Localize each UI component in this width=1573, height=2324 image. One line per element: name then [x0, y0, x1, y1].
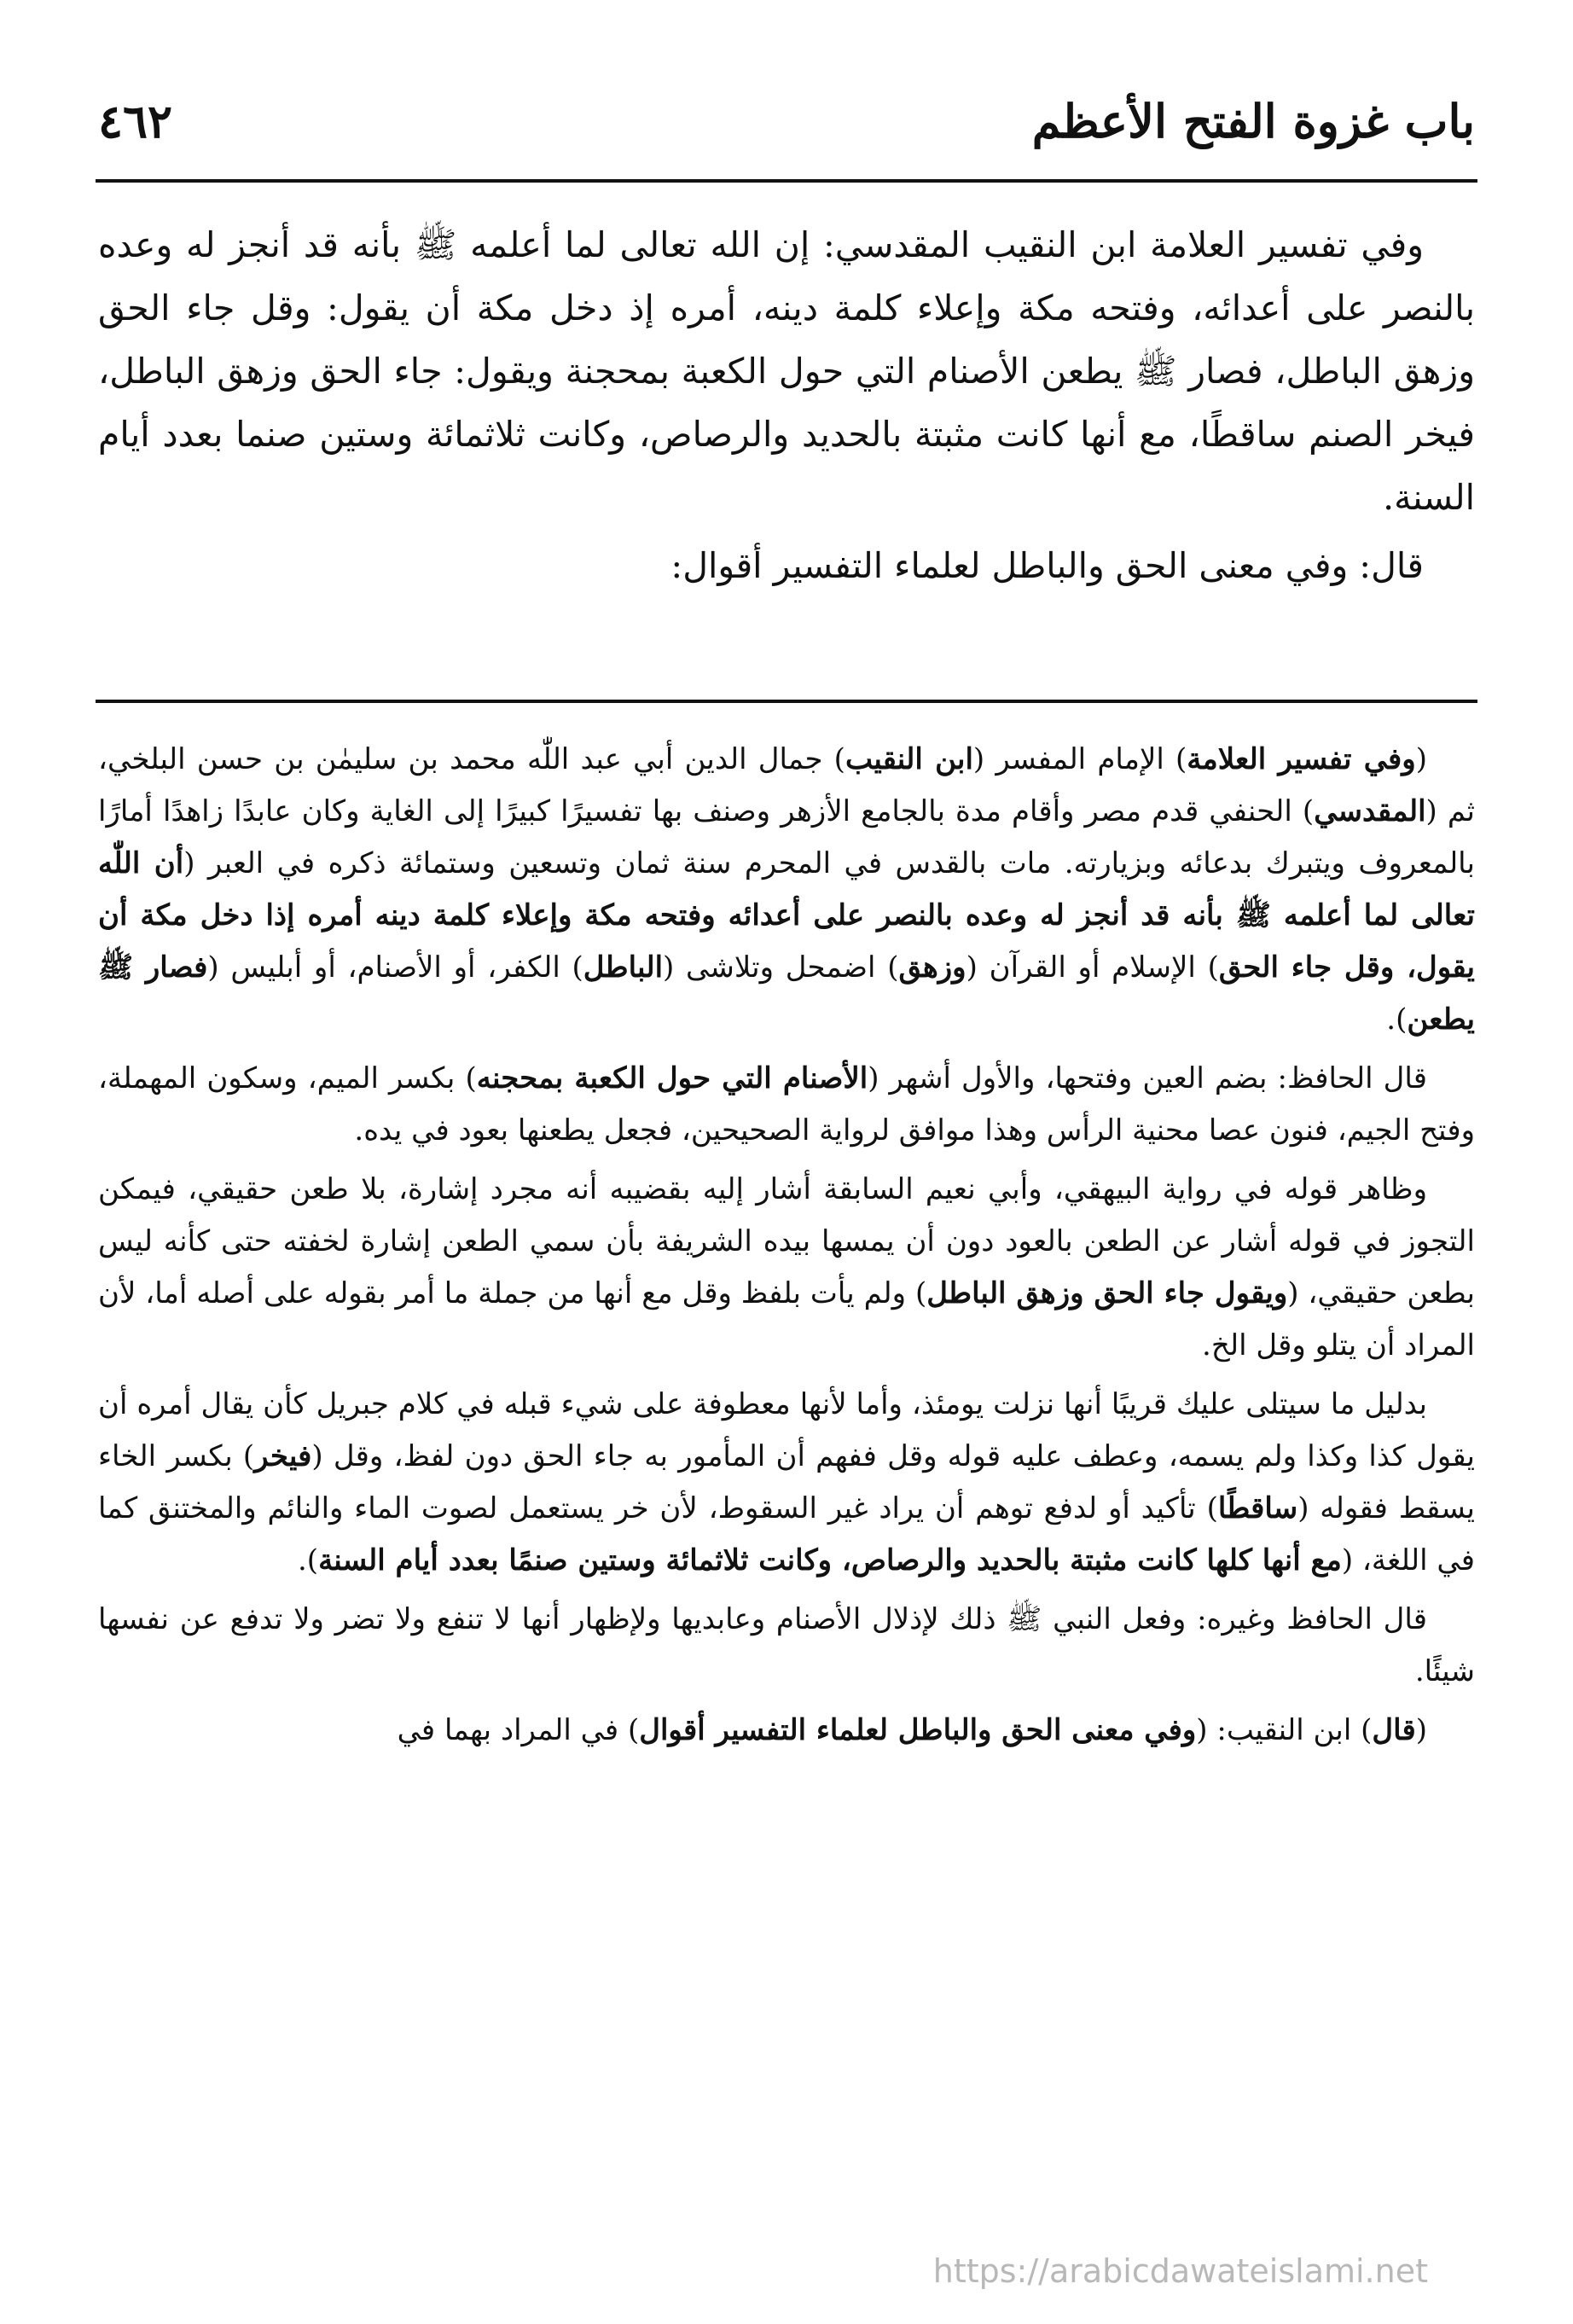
main-closing-line: قال: وفي معنى الحق والباطل لعلماء التفسير أقوال:	[670, 545, 1424, 586]
quoted-text: الأصنام التي حول الكعبة بمحجنه	[476, 1061, 868, 1095]
commentary-paragraph-2	[98, 1053, 1475, 1157]
commentary-paragraph-4	[98, 1379, 1475, 1587]
commentary-text: قال الحافظ: بضم العين وفتحها، والأول أشهر (	[868, 1061, 1427, 1095]
commentary-text: ) بكسر الخاء يسقط فقوله (	[98, 1439, 1475, 1525]
quoted-text: وزهق	[898, 950, 966, 985]
header-rule	[96, 179, 1477, 183]
quoted-text: قال	[1372, 1713, 1416, 1747]
commentary-divider	[96, 700, 1477, 703]
commentary-text: ) الإسلام أو القرآن (	[966, 950, 1219, 985]
quoted-text: ابن النقيب	[845, 742, 973, 776]
commentary-text: ).	[1386, 1002, 1408, 1037]
commentary-text: وظاهر قوله في رواية البيهقي، وأبي نعيم السابقة أشار إليه بقضيبه أنه مجرد إشارة، بلا طعن حقيقي، فيمكن التجوز في قوله أشار عن الطعن بالعود دون أن يمسها بيده الشريفة بأن سمي الطعن إشارة لخفته حتى كأنه ليس بطعن حقيقي، (	[98, 1172, 1475, 1310]
quoted-text: وفي تفسير العلامة	[1187, 742, 1416, 776]
commentary-text: ) الكفر، أو الأصنام، أو أبليس (	[207, 950, 583, 985]
quoted-text: فصار ﷺ يطعن	[98, 950, 1475, 1037]
commentary-text: ) تأكيد أو لدفع توهم أن يراد غير السقوط، لأن خر يستعمل لصوت الماء والنائم والمختنق كما في اللغة، (	[98, 1491, 1475, 1577]
commentary-paragraph-5: قال الحافظ وغيره: وفعل النبي ﷺ ذلك لإذلال الأصنام وعابديها ولإظهار أنها لا تنفع ولا تضر ولا تدفع عن نفسها شيئًا.	[98, 1602, 1475, 1688]
quoted-text: مع أنها كلها كانت مثبتة بالحديد والرصاص، وكانت ثلاثمائة وستين صنمًا بعدد أيام السنة	[318, 1543, 1342, 1577]
quoted-text: ويقول جاء الحق وزهق الباطل	[926, 1276, 1288, 1310]
main-paragraph: وفي تفسير العلامة ابن النقيب المقدسي: إن الله تعالى لما أعلمه ﷺ بأنه قد أنجز له وعده بالنصر على أعدائه، وفتحه مكة وإعلاء كلمة دينه، أمره إذ دخل مكة أن يقول: وقل جاء الحق وزهق الباطل، فصار ﷺ يطعن الأصنام التي حول الكعبة بمحجنة ويقول: جاء الحق وزهق الباطل، فيخر الصنم ساقطًا، مع أنها كانت مثبتة بالحديد والرصاص، وكانت ثلاثمائة وستين صنما بعدد أيام السنة.	[98, 224, 1475, 518]
commentary-text: (	[1415, 742, 1427, 776]
quoted-text: أن اللّٰه تعالى لما أعلمه ﷺ بأنه قد أنجز له وعده بالنصر على أعدائه وفتحه مكة وإعلاء كلمة دينه أمره إذا دخل مكة أن يقول، وقل جاء الحق	[98, 846, 1475, 985]
quoted-text: وفي معنى الحق والباطل لعلماء التفسير أقوال	[639, 1713, 1197, 1747]
commentary-text: (	[1415, 1713, 1427, 1747]
commentary-text: ) ابن النقيب: (	[1196, 1713, 1373, 1747]
commentary-paragraph-3	[98, 1164, 1475, 1372]
commentary	[98, 734, 1475, 1763]
quoted-text: ساقطًا	[1217, 1491, 1298, 1525]
quoted-text: المقدسي	[1314, 794, 1426, 828]
commentary-text: ) في المراد بهما في	[397, 1713, 640, 1747]
commentary-text: ) الحنفي قدم مصر وأقام مدة بالجامع الأزهر وصنف بها تفسيرًا كبيرًا إلى الغاية وكان عابدًا زاهدًا أمارًا بالمعروف ويتبرك بدعائه وبزيارته. مات بالقدس في المحرم سنة ثمان وتسعين وستمائة ذكره في العبر (	[98, 794, 1475, 880]
commentary-text: ) بكسر الميم، وسكون المهملة، وفتح الجيم، فنون عصا محنية الرأس وهذا موافق لرواية الصحيحين، فجعل يطعنها بعود في يده.	[98, 1061, 1475, 1147]
commentary-paragraph-6	[98, 1705, 1475, 1757]
page-number: ٤٦٢	[98, 94, 173, 148]
commentary-text: ) الإمام المفسر (	[972, 742, 1187, 776]
commentary-text: ) اضمحل وتلاشى (	[663, 950, 899, 985]
commentary-text: ) ولم يأت بلفظ وقل مع أنها من جملة ما أمر بقوله على أصله أما، لأن المراد أن يتلو وقل الخ.	[98, 1276, 1475, 1362]
watermark: https://arabicdawateislami.net	[932, 2252, 1428, 2290]
commentary-text: ).	[298, 1543, 319, 1577]
main-text	[98, 213, 1475, 597]
commentary-text: بدليل ما سيتلى عليك قريبًا أنها نزلت يومئذ، وأما لأنها معطوفة على شيء قبله في كلام جبريل كأن يقال أمره أن يقول كذا وكذا ولم يسمه، وعطف عليه قوله وقل ففهم أن المأمور به جاء الحق دون لفظ، وقل (	[98, 1387, 1476, 1473]
quoted-text: فيخر	[254, 1439, 312, 1473]
chapter-title: باب غزوة الفتح الأعظم	[1031, 94, 1475, 148]
commentary-text: ) جمال الدين أبي عبد اللّٰه محمد بن سليمٰن بن حسن البلخي، ثم (	[98, 742, 1475, 828]
commentary-paragraph-1	[98, 734, 1475, 1046]
page-header	[98, 94, 1475, 162]
quoted-text: الباطل	[583, 950, 664, 985]
